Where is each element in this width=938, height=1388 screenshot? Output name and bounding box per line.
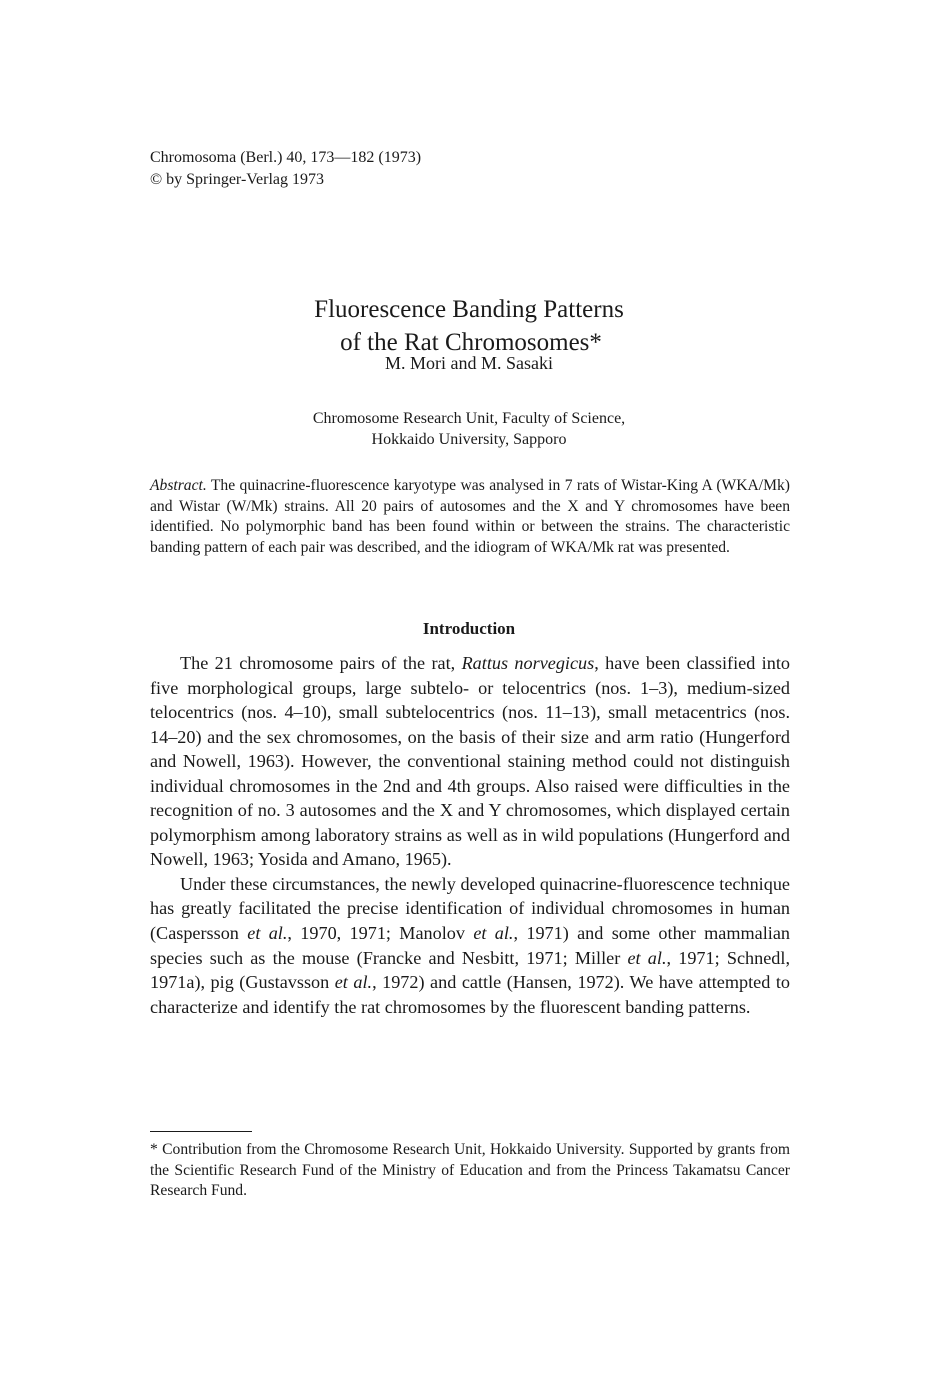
- footnote: * Contribution from the Chromosome Research Unit, Hokkaido University. Supported by grants from the Scientific Research Fund of the Ministry of Education and from the Princess Takamatsu Cancer Research Fund.: [150, 1141, 790, 1199]
- paragraph-2-text-c: , 1970, 1971; Manolov: [287, 923, 474, 944]
- et-al: et al.: [627, 947, 667, 968]
- paragraph-2-text-e: , 1971) and some other mammalian species such as the mouse (Francke and Nesbitt, 1971; Miller: [150, 923, 790, 968]
- affiliation-line-2: Hokkaido University, Sapporo: [371, 431, 567, 448]
- journal-header: [150, 147, 421, 191]
- paragraph-1: [150, 651, 790, 872]
- paragraph-2: [150, 872, 790, 1019]
- paragraph-2-text-g: , 1971; Schnedl, 1971a), pig (Gustavsson: [150, 947, 790, 993]
- title-line-2: of the Rat Chromosomes*: [340, 329, 602, 356]
- affiliation: [0, 408, 938, 450]
- paragraph-1-text-a: The 21 chromosome pairs of the rat,: [180, 653, 462, 673]
- et-al: et al.: [334, 972, 373, 993]
- abstract-text: The quinacrine-fluorescence karyotype was analysed in 7 rats of Wistar-King A (WKA/Mk) and Wistar (W/Mk) strains. All 20 pairs of autosomes and the X and Y chromosomes have been identified. No polymorphic band has been found within or between the strains. The characteristic banding pattern of each pair was described, and the idiogram of WKA/Mk rat was presented.: [150, 477, 790, 556]
- author-list: M. Mori and M. Sasaki: [385, 353, 553, 373]
- journal-citation: Chromosoma (Berl.) 40, 173—182 (1973): [150, 149, 422, 166]
- title-line-1: Fluorescence Banding Patterns: [314, 296, 624, 323]
- introduction-body: [150, 651, 790, 1019]
- affiliation-line-1: Chromosome Research Unit, Faculty of Science,: [312, 410, 626, 427]
- paper-title: [0, 293, 938, 359]
- footnote-divider: [150, 1131, 252, 1132]
- et-al: et al.: [247, 923, 288, 944]
- et-al: et al.: [473, 923, 514, 944]
- paragraph-2-text-i: , 1972) and cattle (Hansen, 1972). We have attempted to characterize and identify the rat chromosomes by the fluorescent banding patterns.: [150, 972, 790, 1017]
- paragraph-2-text-a: Under these circumstances, the newly developed quinacrine-fluorescence technique has greatly facilitated the precise identification of individual chromosomes in human (Caspersson: [150, 873, 790, 944]
- paragraph-1-text-c: , have been classified into five morphological groups, large subtelo- or telocentrics (nos. 1–3), medium-sized telocentrics (nos. 4–10), small subtelocentrics (nos. 11–13), small metacentrics (nos. 14–20) and the sex chromosomes, on the basis of their size and arm ratio (Hungerford and Nowell, 1963). However, the conventional staining method could not distinguish individual chromosomes in the 2nd and 4th groups. Also raised were difficulties in the recognition of no. 3 autosomes and the X and Y chromosomes, which displayed certain polymorphism among laboratory strains as well as in wild populations (Hungerford and Nowell, 1963; Yosida and Amano, 1965).: [150, 653, 790, 870]
- species-name: Rattus norvegicus: [461, 653, 595, 673]
- section-heading-introduction: Introduction: [422, 619, 516, 638]
- copyright-notice: © by Springer-Verlag 1973: [150, 171, 325, 188]
- abstract-lead: Abstract.: [150, 477, 207, 494]
- abstract: [150, 476, 790, 558]
